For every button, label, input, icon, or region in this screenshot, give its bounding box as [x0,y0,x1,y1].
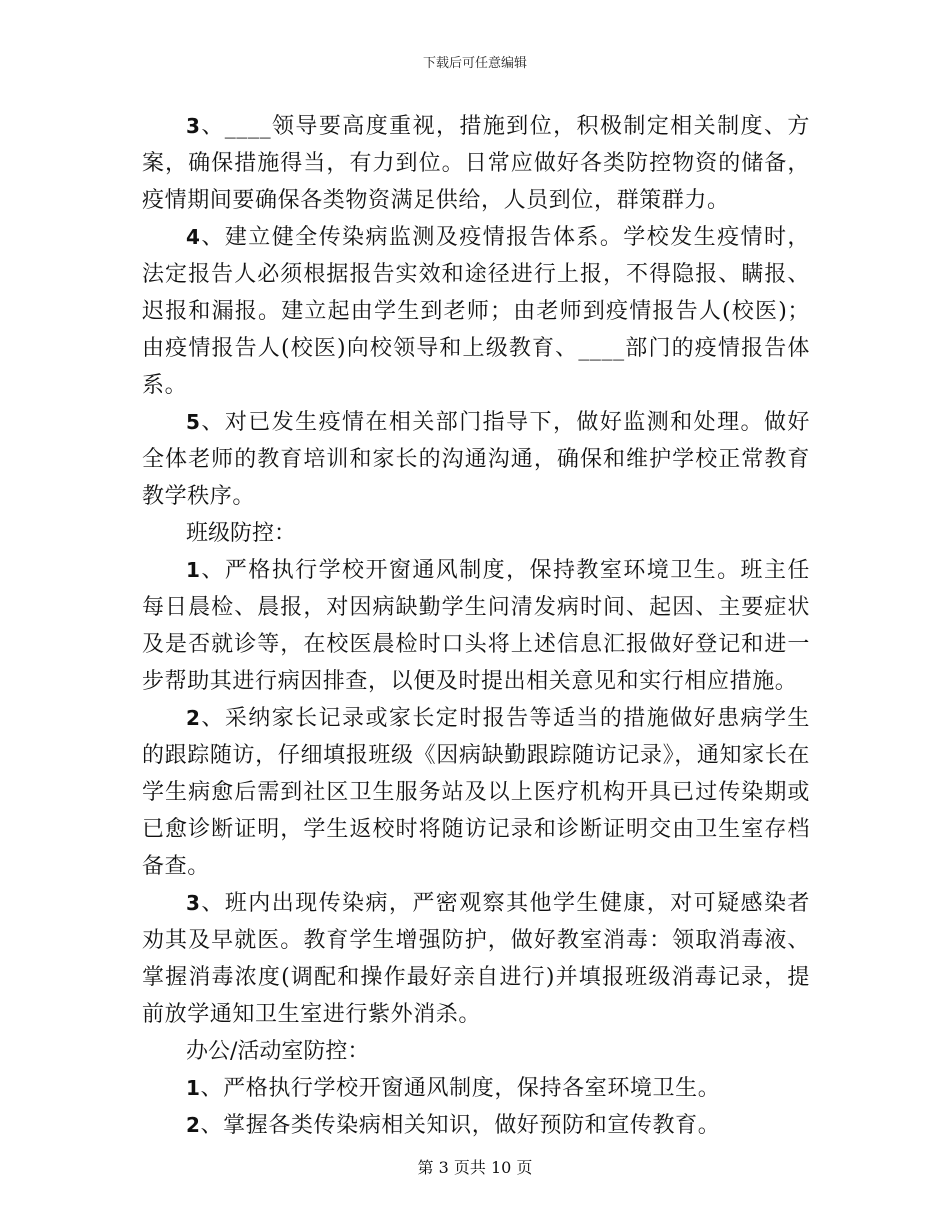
paragraph-number: 4 [186,225,201,249]
paragraph [142,108,810,219]
paragraph [142,1107,810,1144]
paragraph-number: 1 [186,1076,201,1100]
paragraph [142,885,810,1033]
section-heading-class: 班级防控： [186,521,297,546]
paragraph-number: 3 [186,891,201,915]
paragraph-number: 2 [186,1113,201,1137]
paragraph-text: 、严格执行学校开窗通风制度，保持教室环境卫生。班主任每日晨检、晨报，对因病缺勤学生问清发病时间、起因、主要症状及是否就诊等，在校医晨检时口头将上述信息汇报做好登记和进一步帮助其进行病因排查，以便及时提出相关意见和实行相应措施。 [142,558,810,694]
paragraph-text: 、班内出现传染病，严密观察其他学生健康，对可疑感染者劝其及早就医。教育学生增强防护，做好教室消毒：领取消毒液、掌握消毒浓度(调配和操作最好亲自进行)并填报班级消毒记录，提前放学通知卫生室进行紫外消杀。 [142,891,810,1027]
paragraph-number: 2 [186,706,201,730]
section-heading-office: 办公/活动室防控： [186,1039,370,1064]
paragraph [142,552,810,700]
paragraph-text: 、采纳家长记录或家长定时报告等适当的措施做好患病学生的跟踪随访，仔细填报班级《因病缺勤跟踪随访记录》，通知家长在学生病愈后需到社区卫生服务站及以上医疗机构开具已过传染期或已愈诊断证明，学生返校时将随访记录和诊断证明交由卫生室存档备查。 [142,706,810,879]
paragraph-text: 、建立健全传染病监测及疫情报告体系。学校发生疫情时，法定报告人必须根据报告实效和途径进行上报，不得隐报、瞒报、迟报和漏报。建立起由学生到老师；由老师到疫情报告人(校医)；由疫情报告人(校医)向校领导和上级教育、____部门的疫情报告体系。 [142,225,810,398]
paragraph-number: 5 [186,410,201,434]
paragraph-text: 、严格执行学校开窗通风制度，保持各室环境卫生。 [200,1076,721,1101]
paragraph [142,404,810,515]
paragraph-text: 、对已发生疫情在相关部门指导下，做好监测和处理。做好全体老师的教育培训和家长的沟通沟通，确保和维护学校正常教育教学秩序。 [142,410,810,509]
paragraph-text: 、掌握各类传染病相关知识，做好预防和宣传教育。 [200,1113,721,1138]
page-footer: 第 3 页共 10 页 [417,1158,533,1177]
paragraph [142,1070,810,1107]
paragraph-number: 3 [186,114,201,138]
paragraph [142,700,810,885]
document-body [142,108,810,1144]
paragraph-number: 1 [186,558,201,582]
paragraph [142,219,810,404]
paragraph-text: 、____领导要高度重视，措施到位，积极制定相关制度、方案，确保措施得当，有力到位。日常应做好各类防控物资的储备，疫情期间要确保各类物资满足供给，人员到位，群策群力。 [142,114,810,213]
page-header: 下载后可任意编辑 [422,56,527,71]
